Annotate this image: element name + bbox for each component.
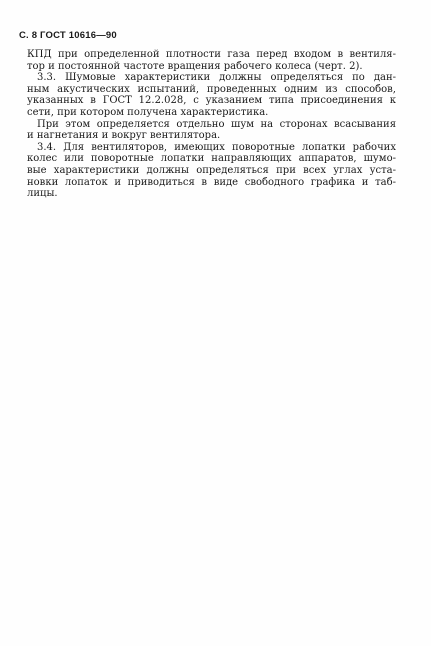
text-line: ным акустических испытаний, проведенных одним из способов, [27, 83, 396, 95]
running-head: С. 8 ГОСТ 10616—90 [19, 30, 117, 41]
text-line: новки лопаток и приводиться в виде свободного графика и таб- [27, 176, 396, 188]
body-text [27, 49, 396, 200]
text-line: лицы. [27, 188, 58, 200]
text-line: При этом определяется отдельно шум на сторонах всасывания [37, 118, 396, 130]
text-line: КПД при определенной плотности газа перед входом в вентиля- [27, 49, 396, 60]
text-line: и нагнетания и вокруг вентилятора. [27, 130, 221, 142]
text-line: 3.4. Для вентиляторов, имеющих поворотные лопатки рабочих [37, 141, 396, 153]
text-line: сети, при котором получена характеристика. [27, 106, 269, 118]
text-line: указанных в ГОСТ 12.2.028, с указанием типа присоединения к [27, 95, 396, 107]
text-line: 3.3. Шумовые характеристики должны определяться по дан- [37, 72, 396, 84]
text-line: вые характеристики должны определяться при всех углах уста- [27, 164, 396, 176]
text-line: тор и постоянной частоте вращения рабочего колеса (черт. 2). [27, 60, 363, 72]
text-line: колес или поворотные лопатки направляющих аппаратов, шумо- [27, 153, 396, 165]
